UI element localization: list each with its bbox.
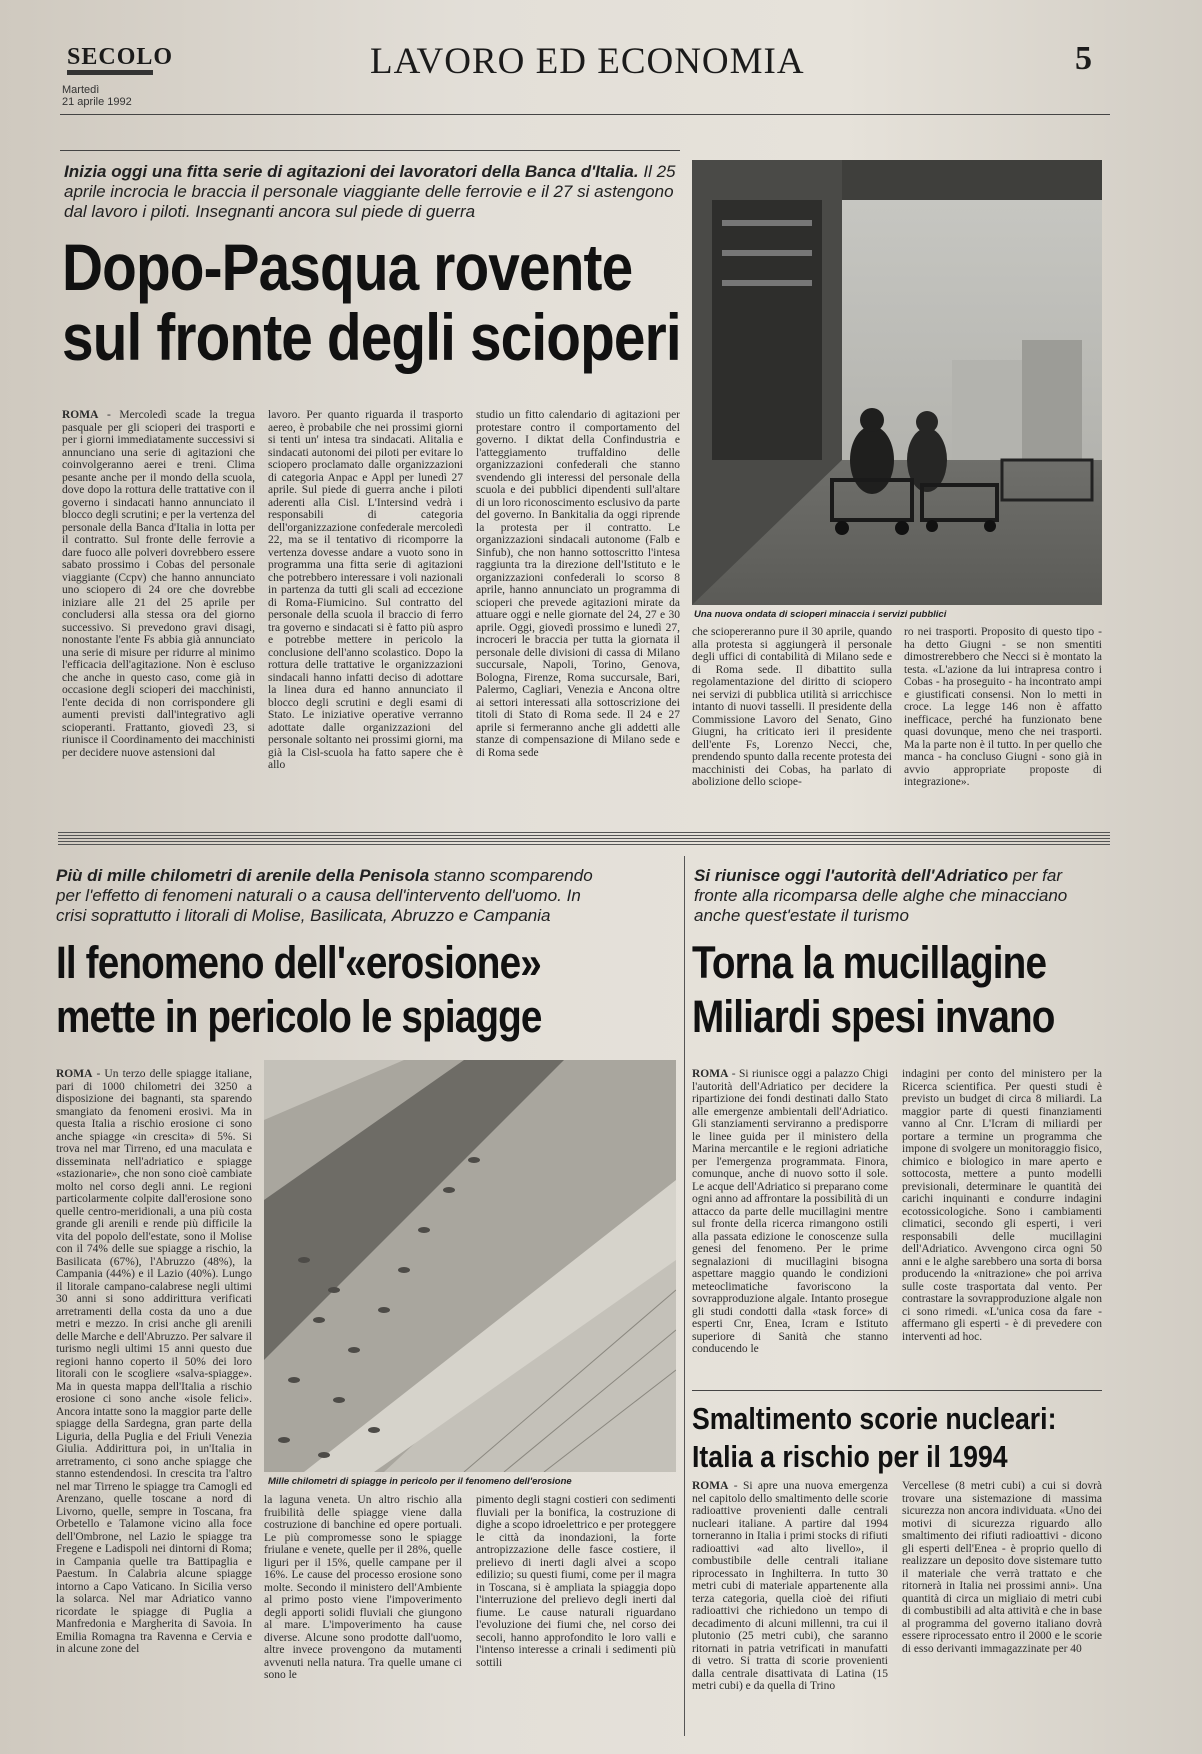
column-rule <box>684 856 685 1736</box>
story1-headline-line2: sul fronte degli scioperi <box>62 300 681 374</box>
story2-col3-text: pimento degli stagni costieri con sedimenti fluviali per la bonifica, la costruzione di dighe a scopo idroelettrico e per proteggere le città da inondazioni, la forte antropizzazione delle fasce costiere, il prelievo di inerti dagli alvei a scopo edilizio; su questi fiumi, come per il magra in Toscana, si è ampliata la spiaggia dopo l'interruzione del prelievo degli inerti dal fiume. Le cause naturali riguardano l'evoluzione dei fiumi che, nel corso dei secoli, hanno approfondito le loro valli e l'intenso interesse a crinali i sedimenti più sottili <box>476 1494 676 1669</box>
issue-day: Martedì <box>62 84 100 96</box>
story2-column-2 <box>264 1494 462 1738</box>
story2-column-3 <box>476 1494 676 1738</box>
story3-headline-line1: Torna la mucillagine <box>692 937 1047 988</box>
story1-photo-caption: Una nuova ondata di scioperi minaccia i servizi pubblici <box>694 609 947 620</box>
story1-headline <box>62 232 681 372</box>
story1-col3-text: studio un fitto calendario di agitazioni per protestare contro il comportamento del governo. I diktat della Confindustria e l'atteggiamento truffaldino delle organizzazioni confederali che stanno svendendo gli interessi del personale della scuola e dei pubblici dipendenti sull'altare di un loro riconoscimento esclusivo da parte del governo. In Bankitalia da oggi riprende la protesta per il contratto. Le organizzazioni sindacali autonome (Falb e Sinfub), che non hanno sottoscritto l'intesa raggiunta tra la direzione dell'Istituto e le organizzazioni confederali lo scorso 8 aprile, hanno annunciato un programma di scioperi che prevede agitazioni mirate da attuare oggi e nelle giornate del 24, 27 e 30 aprile. Oggi, giovedì prossimo e lunedì 27, incroceri le braccia per tutta la giornata il personale delle divisioni di cassa di Milano succursale, Napoli, Torino, Genova, Bologna, Firenze, Roma succursale, Bari, Palermo, Cagliari, Venezia e Ancona oltre ai settori interessati alla sottoscrizione dei titoli di Stato di Roma sede. Il 24 e 27 aprile si fermeranno anche gli addetti alle stanze di compensazione di Milano sede e di Roma sede <box>476 409 680 759</box>
story2-col2-text: la laguna veneta. Un altro rischio alla fruibilità delle spiagge viene dalla costruzione di banchine ed opere portuali. Le più compromesse sono le spiagge friulane e venete, quelle per il 28%, quelle liguri per il 15%, quelle campane per il 16%. Le cause del processo erosione sono molte. Secondo il ministero dell'Ambiente al primo posto viene l'impoverimento degli apporti solidi fluviali che giungono al mare. L'impoverimento ha cause diverse. Alcune sono prodotte dall'uomo, altre invece provengono da mutamenti avvenuti nella natura. Tra quelle umane ci sono le <box>264 1494 462 1681</box>
story3-dateline: ROMA <box>692 1068 729 1080</box>
story1-dateline: ROMA <box>62 409 99 421</box>
story4-col1-text: - Si apre una nuova emergenza nel capitolo dello smaltimento delle scorie radioattive provenienti dalle centrali nucleari italiane. A partire dal 1994 torneranno in Italia i primi stocks di rifiuti radioattivi «ad alto livello», il combustibile delle centrali italiane riprocessato in Inghilterra. In tutto 30 metri cubi di materiale appartenente alla terza categoria, quella cioè dei rifiuti radioattivi che richiedono un tempo di decadimento di alcuni millenni, tra cui il plutonio (25 metri cubi), che saranno ritornati in patria vetrificati in manufatti di vetro. Si tratta di scorie provenienti dalla centrale disattivata di Latina (15 metri cubi) e da quella di Trino <box>692 1480 888 1692</box>
story3-kicker-rest: per far fronte alla ricomparsa delle alghe che minacciano anche quest'estate il turismo <box>694 866 1068 925</box>
story3-headline-line2: Miliardi spesi invano <box>692 991 1055 1042</box>
story2-headline <box>56 936 542 1044</box>
masthead-underline <box>67 70 153 75</box>
issue-date <box>62 84 132 108</box>
story1-headline-line1: Dopo-Pasqua rovente <box>62 230 633 304</box>
story3-col1-text: - Si riunisce oggi a palazzo Chigi l'autorità dell'Adriatico per decidere la ripartizione dei fondi destinati dallo Stato alle emergenze ambientali dell'Adriatico. Gli stanziamenti serviranno a predisporre le linee guida per il ministero della Marina mercantile e le regioni adriatiche per l'emergenza programmata. Finora, comunque, anche di nuovo sotto il sole. Le acque dell'Adriatico si preparano come ogni anno ad affrontare la possibilità di un attacco da parte delle mucillagini mentre sul fronte della ricerca rimangono ostili alla passata edizione le conoscenze sulla genesi del fenomeno. Per le prime segnalazioni di mucillagini bisogna aspettare maggio quando le condizioni meteoclimatiche favoriscono la sovrapproduzione algale. Intanto prosegue gli studi condotti dalla «task force» di esperti Cnr, Enea, Icram e Istituto superiore di Sanità che stanno conducendo le <box>692 1068 888 1355</box>
story2-photo-caption: Mille chilometri di spiagge in pericolo per il fenomeno dell'erosione <box>268 1476 572 1487</box>
story1-col2-text: lavoro. Per quanto riguarda il trasporto aereo, è probabile che nei prossimi giorni si tenti un' intesa tra sindacati. Alitalia e sindacati autonomi dei piloti per evitare lo sciopero proclamato dalle organizzazioni di categoria Anpac e Appl per lunedì 27 aprile. Sul piede di guerra anche i piloti aderenti alla Cisl. L'Intersind vedrà i responsabili di categoria dell'organizzazione confederale mercoledì 22, ma se il tentativo di ricomporre la vertenza dovesse andare a vuoto sono in programma una fitta serie di agitazioni che potrebbero interessare i voli nazionali in partenza da tutti gli scali ad eccezione di Roma-Fiumicino. Sul contratto del personale della scuola il braccio di ferro tra governo e sindacati si è fatto più aspro e potrebbe mettere in pericolo la conclusione dell'anno scolastico. Dopo la rottura delle trattative le organizzazioni sindacali hanno infatti deciso di adottare la linea dura ed hanno annunciato il blocco degli scrutini e degli esami di Stato. Le iniziative operative verranno adottate dalle organizzazioni del personale soltanto nei prossimi giorni, ma già la Cisl-scuola ha fatto sapere che è allo <box>268 409 463 771</box>
story1-col4-text: che sciopereranno pure il 30 aprile, quando alla protesta si aggiungerà il personale degli uffici di contabilità di Milano sede e di Roma sede. Il dibattito sulla regolamentazione del diritto di sciopero nei servizi di pubblica utilità si arricchisce intanto di nuovi tasselli. Il presidente della Commissione Lavoro del Senato, Gino Giugni, ha criticato ieri il presidente dell'ente Fs, Lorenzo Necci, che, prendendo spunto dalla recente protesta dei macchinisti dei Cobas, ha parlato di abolizione dello sciope- <box>692 626 892 788</box>
story2-headline-line2: mette in pericolo le spiagge <box>56 991 542 1042</box>
story1-col1-text: - Mercoledì scade la tregua pasquale per gli scioperi dei trasporti e per i giorni immediatamente successivi si annunciano una serie di agitazioni che coinvolgeranno aerei e treni. Clima pesante anche per il mondo della scuola, dove dopo la rottura delle trattative con il governo i sindacati hanno annunciato il blocco degli scrutini; e per la vertenza del personale della Banca d'Italia in lotta per il contratto. Sul fronte delle ferrovie a dare fuoco alle polveri dovrebbero essere sabato prossimo i Cobas del personale viaggiante (Ccpv) che hanno annunciato uno sciopero di 24 ore che dovrebbe iniziare alle 21 del 25 aprile per concludersi alla stessa ora del giorno successivo. Si prevedono gravi disagi, nonostante l'ente Fs abbia già annunciato una serie di misure per ridurre al minimo l'efficacia dell'agitazione. Non è escluso che anche in questo caso, come già in occasione degli scioperi dei macchinisti, l'ente decida di non corrispondere gli aumenti previsti dall'integrativo agli scioperanti. Frattanto, giovedì 23, si riunisce il Coordinamento dei macchinisti per decidere nuove astensioni dal <box>62 409 255 759</box>
masthead: SECOLO <box>67 44 174 70</box>
eroded-beach-photo <box>264 1060 676 1472</box>
page-number: 5 <box>1075 40 1092 77</box>
story1-column-4 <box>692 626 892 847</box>
story1-column-3 <box>476 409 680 847</box>
story3-kicker <box>694 866 1094 926</box>
story4-top-rule <box>692 1390 1102 1391</box>
story3-column-2 <box>902 1068 1102 1398</box>
story1-column-1 <box>62 409 255 847</box>
story4-headline-line1: Smaltimento scorie nucleari: <box>692 1401 1057 1436</box>
issue-full-date: 21 aprile 1992 <box>62 96 132 108</box>
story4-column-1 <box>692 1480 888 1738</box>
strike-station-photo <box>692 160 1102 605</box>
story1-photo <box>692 160 1102 605</box>
story4-dateline: ROMA <box>692 1480 729 1492</box>
story4-column-2 <box>902 1480 1102 1738</box>
story4-headline <box>692 1400 1056 1476</box>
story2-kicker-rest: stanno scomparendo per l'effetto di fenomeni naturali o a causa dell'intervento dell'uomo. In crisi soprattutto i litorali di Molise, Basilicata, Abruzzo e Campania <box>56 866 593 925</box>
story1-column-2 <box>268 409 463 847</box>
story1-kicker-lead: Inizia oggi una fitta serie di agitazioni dei lavoratori della Banca d'Italia. <box>64 162 639 181</box>
story2-dateline: ROMA <box>56 1068 93 1080</box>
section-title: LAVORO ED ECONOMIA <box>370 41 805 82</box>
story1-top-rule <box>60 150 680 151</box>
story1-kicker <box>64 162 676 222</box>
story1-column-5 <box>904 626 1102 847</box>
section-divider <box>58 832 1110 846</box>
story1-kicker-rest: Il 25 aprile incrocia le braccia il personale viaggiante delle ferrovie e il 27 si astengono dal lavoro i piloti. Insegnanti ancora sul piede di guerra <box>64 162 676 221</box>
story1-col5-text: ro nei trasporti. Proposito di questo tipo - ha detto Giugni - se non smentiti dimostrerebbero che Necci si è montato la testa. «L'azione da lui intrapresa contro i Cobas - ha proseguito - ha incontrato ampi e giustificati consensi. Non lo metti in croce. La legge 146 non è affatto inefficace, perché ha funzionato bene quasi dovunque, meno che nei trasporti. Ma la parte non è il tutto. In per quello che manca - ha concluso Giugni - sono già in avvio appropriate proposte di integrazione». <box>904 626 1102 788</box>
story2-kicker-lead: Più di mille chilometri di arenile della Penisola <box>56 866 430 885</box>
story3-column-1 <box>692 1068 888 1398</box>
story2-headline-line1: Il fenomeno dell'«erosione» <box>56 937 541 988</box>
story2-photo <box>264 1060 676 1472</box>
story4-headline-line2: Italia a rischio per il 1994 <box>692 1439 1008 1474</box>
story3-col2-text: indagini per conto del ministero per la Ricerca scientifica. Per questi studi è previsto un budget di circa 8 miliardi. La maggior parte di questi finanziamenti vanno al Cnr. L'Icram di miliardi per portare a termine un programma che impone di svolgere un monitoraggio fisico, chimico e biologico in mare aperto e sottocosta, mettere a punto modelli previsionali, determinare le quantità dei carichi inquinanti e condurre indagini ecotossicologiche. Sono i cambiamenti climatici, secondo gli esperti, i veri responsabili delle mucillagini dell'Adriatico. Avvengono circa ogni 50 anni e le alghe sarebbero una sorta di borsa producendo la «nitrazione» che poi arriva sulle coste trasportata dal vento. Per contrastare la sovrapproduzione algale non ci sono rimedi. «L'unica cosa da fare - affermano gli esperti - è di prevedere con interventi ad hoc. <box>902 1068 1102 1343</box>
story2-col1-text: - Un terzo delle spiagge italiane, pari di 1000 chilometri dei 3250 a disposizione dei bagnanti, sta sparendo smangiato da fenomeni erosivi. Ma in questa Italia a rischio erosione ci sono anche spiagge «in crescita» di 5%. Si trova nel mar Tirreno, ed una maculata e disseminata nell'adriatico e spiagge «stazionarie», che non sono cioè cambiate molto nel corso degli anni. Le regioni particolarmente colpite dall'erosione sono quelle centro-meridionali, a una più costa grande gli arenili e rende più difficile la vita del popolo dell'estate, sono il Molise con il 74% delle sue spiagge a rischio, la Basilicata (67%), l'Abruzzo (48%), la Campania (44%) e il Lazio (40%). Lungo il litorale campano-calabrese negli ultimi 30 anni si sono addirittura verificati arretramenti della costa da uno a due metri e mezzo. In crisi anche gli arenili delle Marche e dell'Abruzzo. Per salvare il turismo negli ultimi 15 anni questo due regioni hanno coperto il 50% dei loro litorali con le scogliere «salva-spiagge». Ma in questa mappa dell'Italia a rischio erosione ci sono anche «isole felici». Ancora intatte sono la maggior parte delle spiagge della Sardegna, gran parte della Liguria, della Puglia e del Friuli Venezia Giulia. Addirittura poi, in un'Italia in arretramento, ci sono anche spiagge che stanno estendendosi. In crescita tra l'altro nel mar Tirreno le spiagge tra Camogli ed Arenzano, quelle toscane a nord di Livorno, quelle, sempre in Toscana, fra Orbetello e Talamone vicino alla foce dell'Ombrone, nel Lazio le spiagge tra Fregene e Ladispoli nei dintorni di Roma; in Campania quelle tra Battipaglia e Paestum. In Calabria alcune spiagge intorno a Capo Vaticano. In Sicilia verso la solarca. Nel mar Adriatico vanno ricordate le spiagge di Puglia a Manfredonia e Margherita di Savoia. In Emilia Romagna tra Ravenna e Cervia e in alcune zone del <box>56 1068 252 1655</box>
story2-column-1 <box>56 1068 252 1738</box>
story3-headline <box>692 936 1055 1044</box>
story3-kicker-lead: Si riunisce oggi l'autorità dell'Adriatico <box>694 866 1009 885</box>
header-rule <box>60 114 1110 115</box>
story4-col2-text: Vercellese (8 metri cubi) a cui si dovrà trovare una sistemazione di massima sicurezza non ancora individuata. «Uno dei motivi di sicurezza riguardo allo smaltimento dei rifiuti radioattivi - dicono gli esperti dell'Enea - è proprio quello di realizzare un deposito dove sistemare tutto il materiale che verrà trattato e che ritornerà in Italia nei prossimi anni». Una quantità di circa un migliaio di metri cubi di combustibili ad alta attività e che in base al programma del governo italiano dovrà essere riprocessato entro il 2000 e le scorie di esso derivanti immagazzinate per 40 <box>902 1480 1102 1655</box>
story2-kicker <box>56 866 596 926</box>
